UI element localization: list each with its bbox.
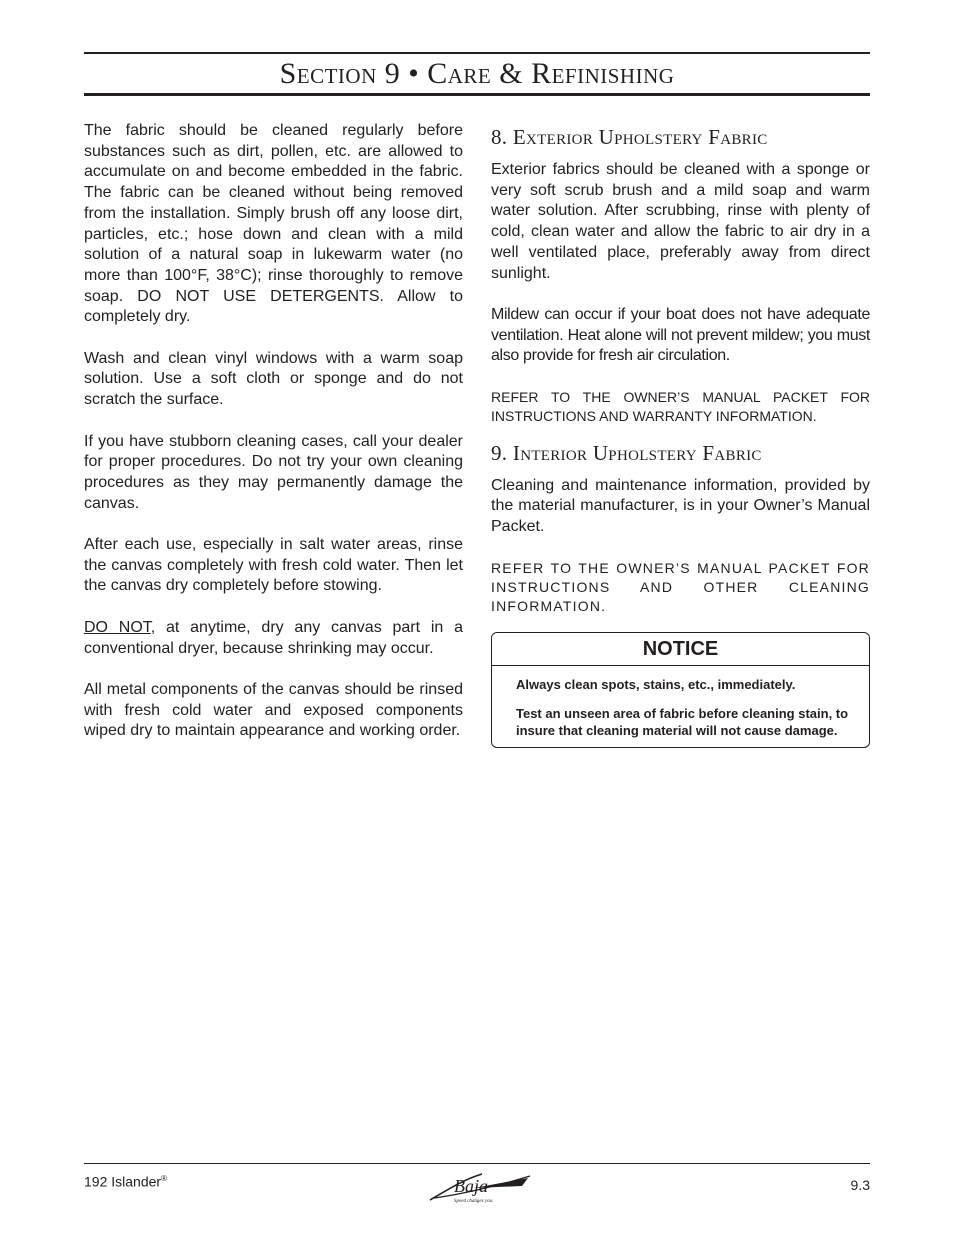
notice-box <box>491 632 870 748</box>
header-bottom-rule <box>84 93 870 96</box>
stubborn-cleaning-paragraph: If you have stubborn cleaning cases, call your dealer for proper procedures. Do not try your own cleaning procedures as they may permanently damage the canvas. <box>84 432 463 512</box>
logo-tagline: Speed changes you. <box>454 1199 494 1204</box>
right-column <box>491 124 870 748</box>
metal-components-paragraph: All metal components of the canvas should be rinsed with fresh cold water and exposed components wiped dry to maintain appearance and working order. <box>84 680 463 740</box>
footer-model <box>84 1170 167 1191</box>
dryer-warning-text: , at anytime, dry any canvas part in a conventional dryer, because shrinking may occur. <box>84 618 463 657</box>
exterior-refer-note: REFER TO THE OWNER’S MANUAL PACKET FOR INSTRUCTIONS AND WARRANTY INFORMATION. <box>491 388 870 424</box>
model-name: 192 Islander <box>84 1173 162 1190</box>
baja-logo-icon <box>424 1170 534 1206</box>
registered-mark: ® <box>161 1174 167 1183</box>
interior-refer-note: REFER TO THE OWNER’S MANUAL PACKET FOR INSTRUCTIONS AND OTHER CLEANING INFORMATION. <box>491 559 870 614</box>
exterior-fabric-paragraph: Exterior fabrics should be cleaned with a sponge or very soft scrub brush and a mild soap and warm water solution. After scrubbing, rinse with plenty of cold, clean water and allow the fabric to air dry in a well ventilated place, preferably away from direct sunlight. <box>491 161 870 282</box>
fabric-cleaning-paragraph: The fabric should be cleaned regularly before substances such as dirt, pollen, etc. are allowed to accumulate on and become embedded in the fabric. The fabric can be cleaned without being removed from the installation. Simply brush off any loose dirt, particles, etc.; hose down and clean with a mild solution of a natural soap in lukewarm water (no more than 100°F, 38°C); rinse thoroughly to remove soap. DO NOT USE DETERGENTS. Allow to completely dry. <box>84 122 463 326</box>
header-top-rule <box>84 52 870 54</box>
page-number: 9.3 <box>850 1177 870 1193</box>
interior-fabric-heading: 9. Interior Upholstery Fabric <box>491 440 762 465</box>
dryer-warning-paragraph <box>84 618 463 659</box>
vinyl-windows-paragraph: Wash and clean vinyl windows with a warm soap solution. Use a soft cloth or sponge and do not scratch the surface. <box>84 349 463 409</box>
left-column <box>84 121 463 763</box>
logo-text: Baja <box>454 1176 488 1196</box>
footer-rule <box>84 1163 870 1164</box>
do-not-emphasis: DO NOT <box>84 618 151 636</box>
mildew-paragraph: Mildew can occur if your boat does not have adequate ventilation. Heat alone will not prevent mildew; you must also provide for fresh air circulation. <box>491 305 870 365</box>
notice-line-test: Test an unseen area of fabric before cleaning stain, to insure that cleaning material will not cause damage. <box>516 705 849 738</box>
interior-fabric-paragraph: Cleaning and maintenance information, provided by the material manufacturer, is in your Owner’s Manual Packet. <box>491 476 870 536</box>
exterior-fabric-heading: 8. Exterior Upholstery Fabric <box>491 125 768 149</box>
page-title: Section 9 • Care & Refinishing <box>279 57 675 90</box>
notice-line-spots: Always clean spots, stains, etc., immediately. <box>516 676 796 692</box>
salt-water-paragraph: After each use, especially in salt water areas, rinse the canvas completely with fresh cold water. Then let the canvas dry completely before stowing. <box>84 536 463 595</box>
notice-title: NOTICE <box>492 633 869 666</box>
notice-body <box>492 666 869 747</box>
